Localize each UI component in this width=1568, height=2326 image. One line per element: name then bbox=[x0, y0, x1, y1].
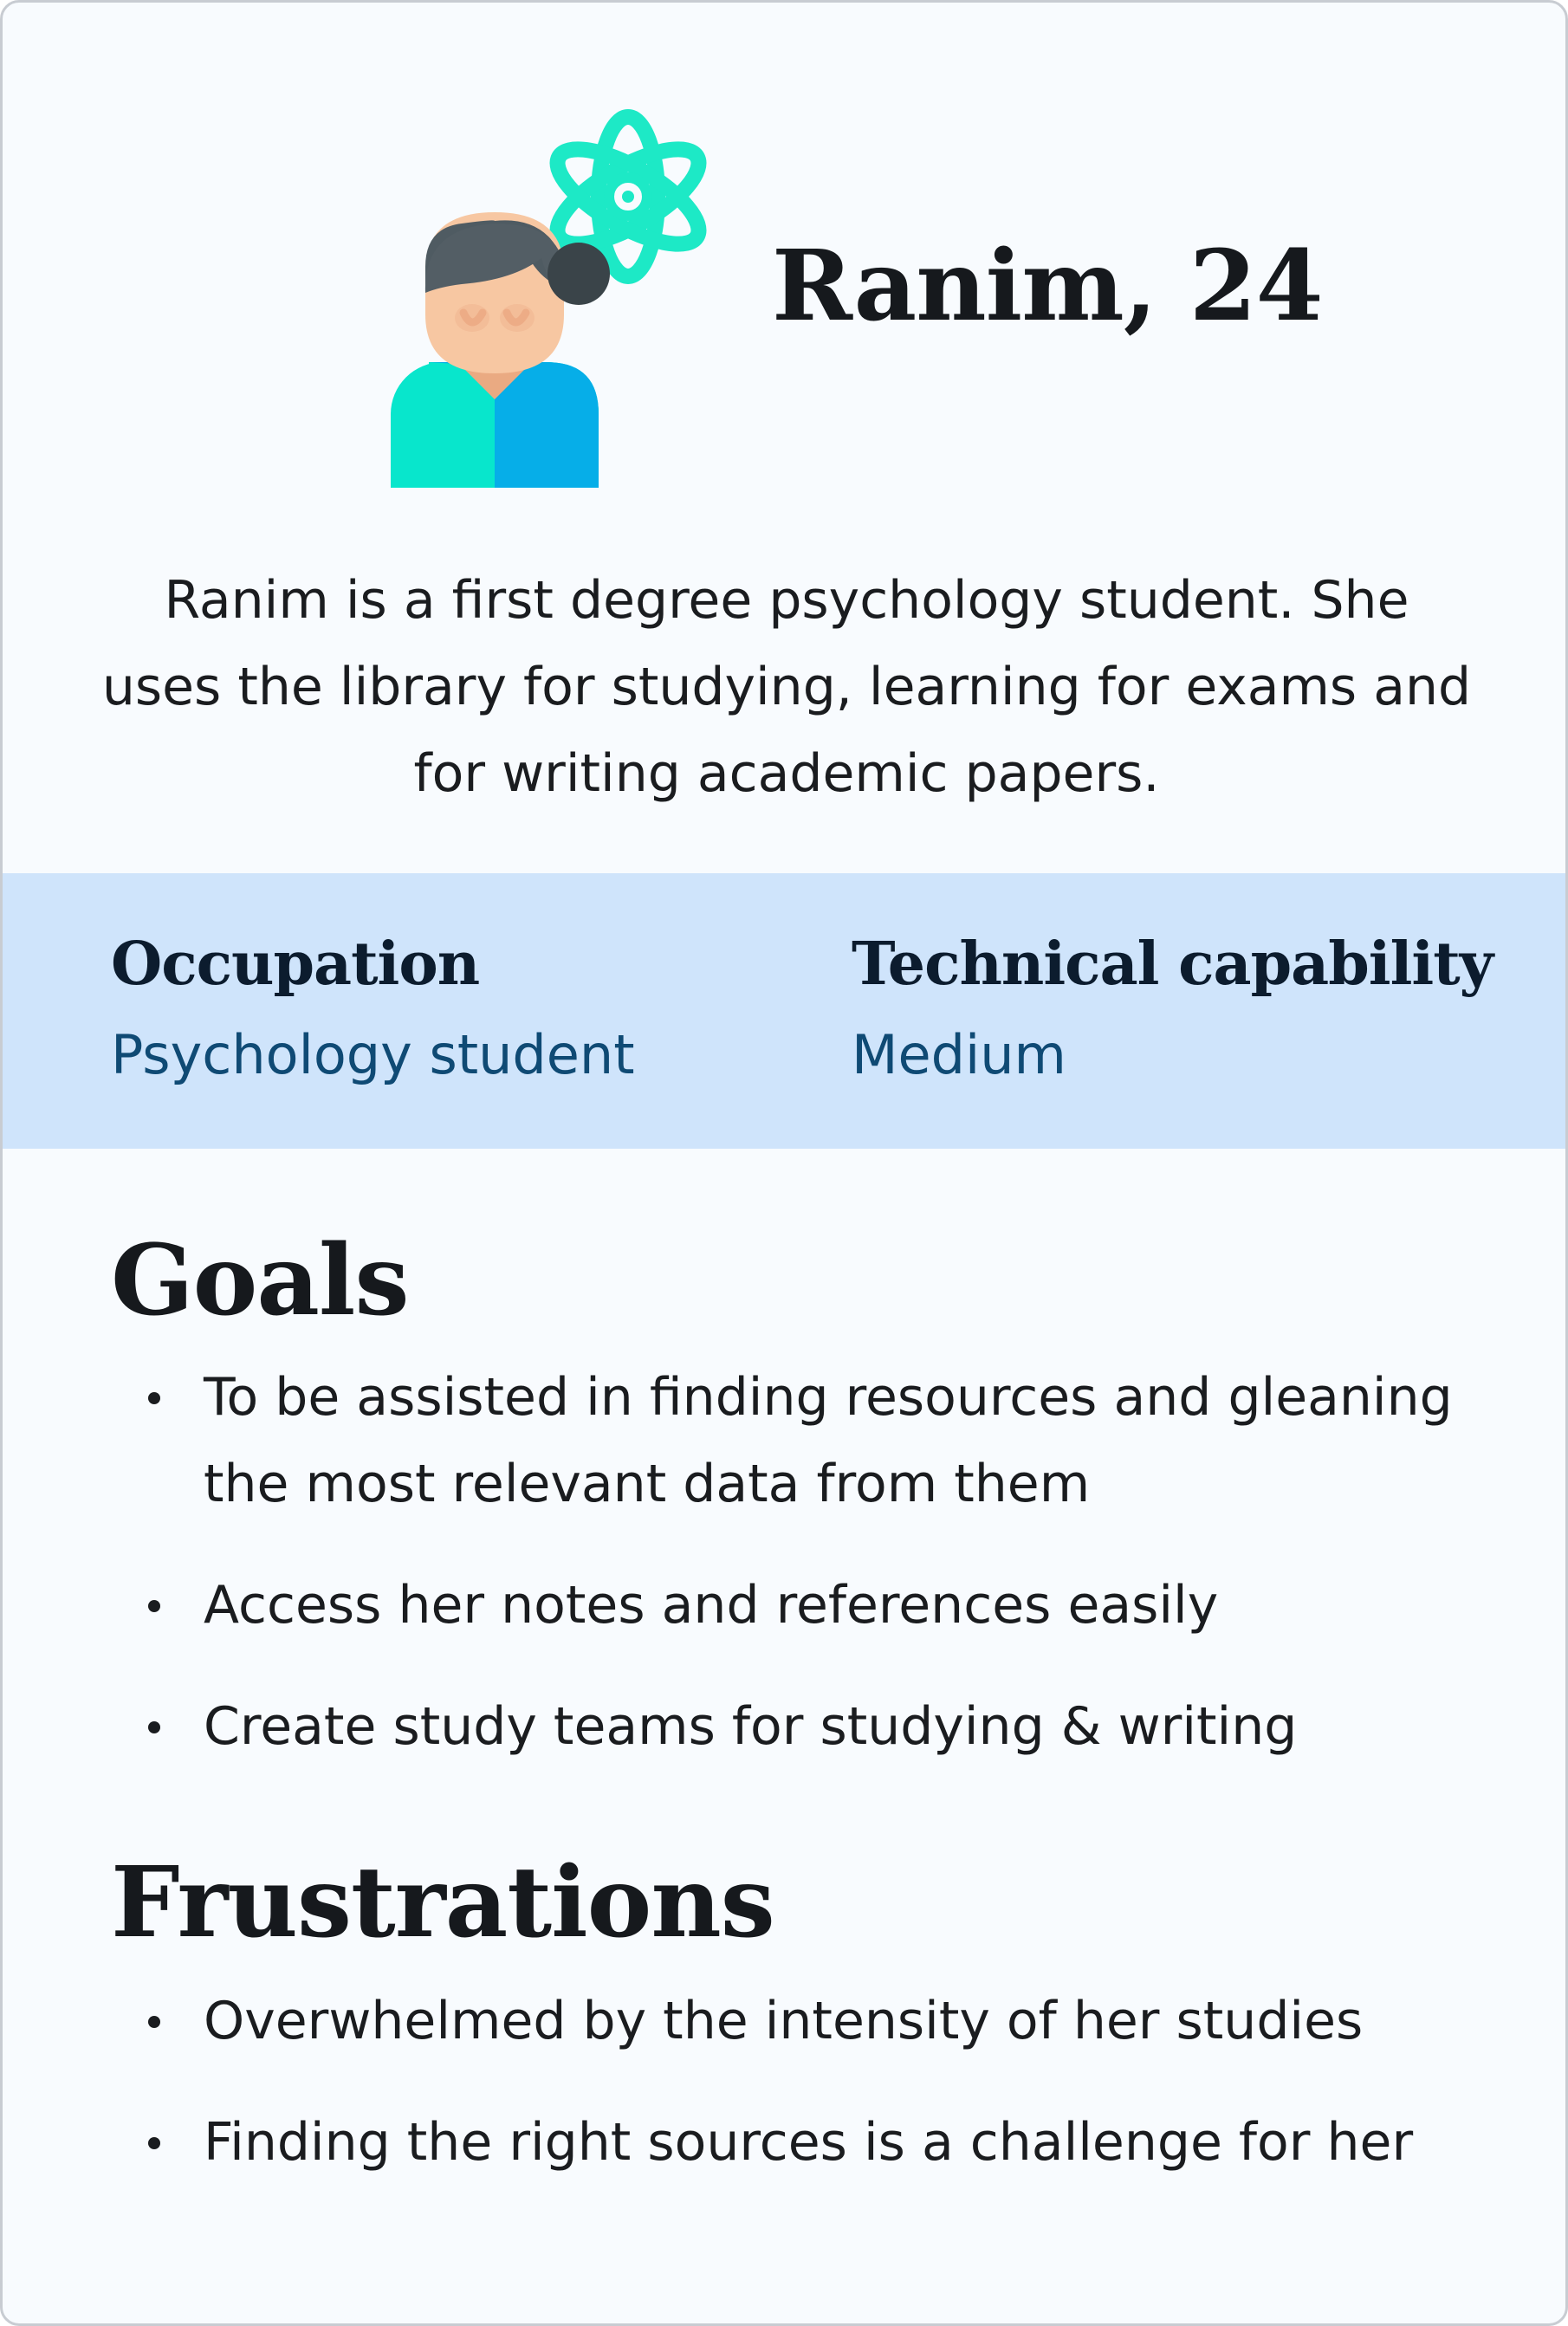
tech-capability-value: Medium bbox=[852, 1023, 1066, 1086]
list-item bbox=[141, 1683, 1493, 1770]
list-item bbox=[141, 1354, 1493, 1527]
info-band bbox=[3, 873, 1565, 1149]
bullet-dot bbox=[148, 1721, 160, 1733]
persona-bio: Ranim is a first degree psychology student. She uses the library for studying, learning for exams and for writing academic papers. bbox=[101, 570, 1472, 804]
occupation-value: Psychology student bbox=[111, 1023, 635, 1086]
persona-name-age: Ranim, 24 bbox=[772, 230, 1323, 343]
list-item bbox=[141, 2099, 1493, 2186]
list-item bbox=[141, 1562, 1493, 1649]
goal-text: To be assisted in finding resources and gleaning the most relevant data from them bbox=[204, 1367, 1453, 1514]
woman-student-avatar-icon bbox=[391, 212, 610, 488]
bullet-dot bbox=[148, 1392, 160, 1404]
list-item bbox=[141, 1978, 1493, 2064]
tech-capability-block bbox=[852, 925, 1493, 1098]
frustration-text: Finding the right sources is a challenge for her bbox=[204, 2112, 1414, 2173]
bullet-dot bbox=[148, 2137, 160, 2149]
bullet-dot bbox=[148, 1600, 160, 1612]
occupation-block bbox=[111, 925, 635, 1098]
frustration-text: Overwhelmed by the intensity of her studies bbox=[204, 1991, 1364, 2051]
frustrations-heading: Frustrations bbox=[111, 1846, 774, 1960]
goal-text: Create study teams for studying & writing bbox=[204, 1696, 1298, 1757]
tech-capability-label: Technical capability bbox=[852, 930, 1493, 999]
frustrations-list bbox=[141, 1978, 1493, 2220]
persona-avatar bbox=[314, 107, 730, 496]
goals-heading: Goals bbox=[111, 1224, 409, 1338]
goal-text: Access her notes and references easily bbox=[204, 1575, 1219, 1636]
occupation-label: Occupation bbox=[111, 930, 480, 999]
bullet-dot bbox=[148, 2016, 160, 2028]
goals-list bbox=[141, 1354, 1493, 1804]
